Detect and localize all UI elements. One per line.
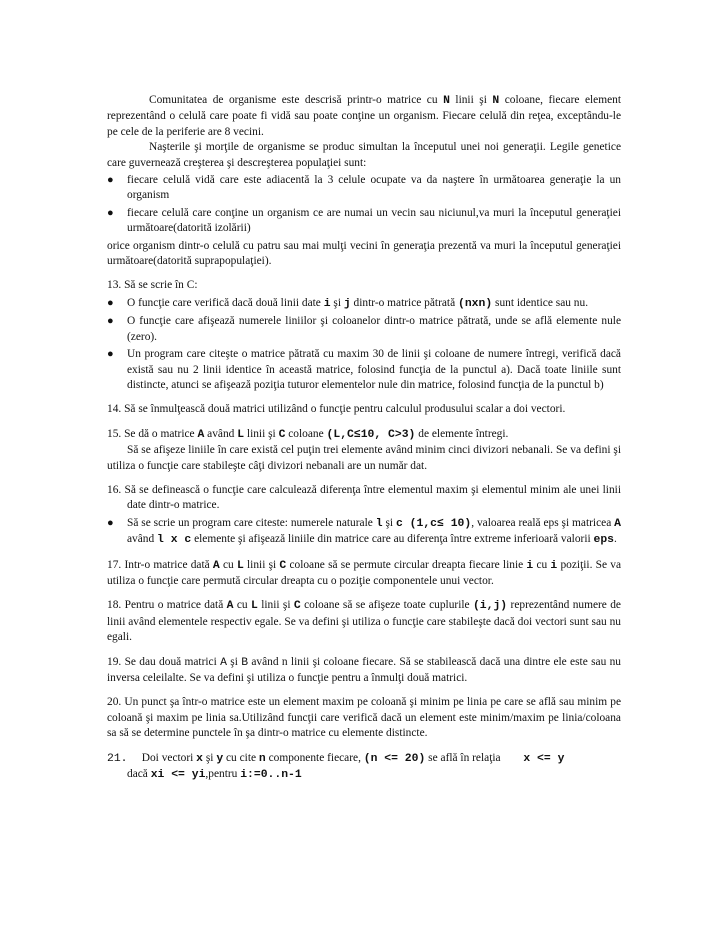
exercise-13-item-b: ● O funcţie care afişează numerele liniilor şi coloanelor dintr-o matrice pătrată, unde se află elemente nule (zero). xyxy=(107,314,621,345)
exercise-13-item-c: ● Un program care citeşte o matrice pătrată cu maxim 30 de linii şi coloane de numere întregi, verifică dacă există sau nu 2 linii identice în această matrice, folosind funcţia de la punctul a). Dacă toate liniile sunt distincte, atunci se afişează poziţia tuturor elementelor nule din matrice, folosind funcţia de la punctul b) xyxy=(107,347,621,393)
genetic-rule-2: ● fiecare celulă care conţine un organism ce are numai un vecin sau niciunul,va muri la începutul generaţiei următoare(datorită izolării) xyxy=(107,206,621,237)
genetic-rule-1: ● fiecare celulă vidă care este adiacentă la 3 celule ocupate va da naştere în următoarea generaţie la un organism xyxy=(107,173,621,204)
exercise-15-body: Să se afişeze liniile în care există cel puţin trei elemente având minim cinci divizori nebanali. Se va defini şi utiliza o funcţie care stabileşte câţi divizori nebanali are un număr dat. xyxy=(107,444,621,472)
exercise-17: 17. Intr-o matrice dată A cu L linii şi C coloane să se permute circular dreapta fiecare linie i cu i poziţii. Se va utiliza o funcţie care permută circular dreapta cu o poziţie componentele unui vector. xyxy=(107,558,621,587)
exercise-14: 14. Să se înmulţească două matrici utilizând o funcţie pentru calculul produsului scalar a doi vectori. xyxy=(107,403,566,416)
document-page xyxy=(107,93,621,783)
intro-paragraph-3: orice organism dintr-o celulă cu patru sau mai mulţi vecini în generaţia prezentă va muri la începutul generaţiei următoare(datorită suprapopulaţiei). xyxy=(107,239,621,268)
exercise-19: 19. Se dau două matrici A şi B având n linii şi coloane fiecare. Să se stabilească dacă una dintre ele este sau nu inversa celeilalte. Se va defini şi utiliza o funcţie pentru a înmulţi două matrici. xyxy=(107,655,621,684)
intro-paragraph-1: Comunitatea de organisme este descrisă printr-o matrice cu N linii şi N coloane, fiecare element reprezentând o celulă care poate fi vidă sau poate conţine un organism. Fiecare celulă din reţea, exceptându-le pe cele de la periferie are 8 vecini. xyxy=(107,94,621,138)
intro-paragraph-2: Naşterile şi morţile de organisme se produc simultan la începutul unei noi generaţii. Legile genetice care guvernează creşterea şi descreşterea populaţiei sunt: xyxy=(107,141,621,169)
exercise-20: 20. Un punct şa într-o matrice este un element maxim pe coloană şi minim pe linia pe care se află sau minim pe coloană şi maxim pe linia sa.Utilizând funcţii care verifică dacă un element este minim/maxim pe linia/coloana sa să se determine punctele în şa dintr-o matrice cu elemente distincte. xyxy=(107,696,621,740)
exercise-21: 21. Doi vectori x şi y cu cite n componente fiecare, (n <= 20) se află în relaţia x <= y dacă xi <= yi,pentru i:=0..n-1 xyxy=(107,751,565,782)
exercise-18: 18. Pentru o matrice dată A cu L linii şi C coloane să se afişeze toate cuplurile (i,j) reprezentând numere de linii având elementele respectiv egale. Se va defini şi utiliza o funcţie care stabileşte dacă doi vectori sunt sau nu egali. xyxy=(107,599,621,644)
exercise-16-item: ● Să se scrie un program care citeste: numerele naturale l şi c (1,c≤ 10), valoarea reală eps şi matricea A având l x c elemente şi afişează liniile din matrice care au diferenţa între extreme inferioară valorii eps. xyxy=(107,516,621,549)
exercise-16-title: 16. Să se definească o funcţie care calculează diferenţa între elementul maxim şi elementul minim ale unei linii date dintr-o matrice. xyxy=(107,483,621,512)
exercise-13-item-a: ● O funcţie care verifică dacă două linii date i şi j dintr-o matrice pătrată (nxn) sunt identice sau nu. xyxy=(107,296,621,312)
exercise-15-title: 15. Se dă o matrice A având L linii şi C coloane (L,C≤10, C>3) de elemente întregi. xyxy=(107,427,509,441)
exercise-13-title: 13. Să se scrie în C: xyxy=(107,279,198,292)
